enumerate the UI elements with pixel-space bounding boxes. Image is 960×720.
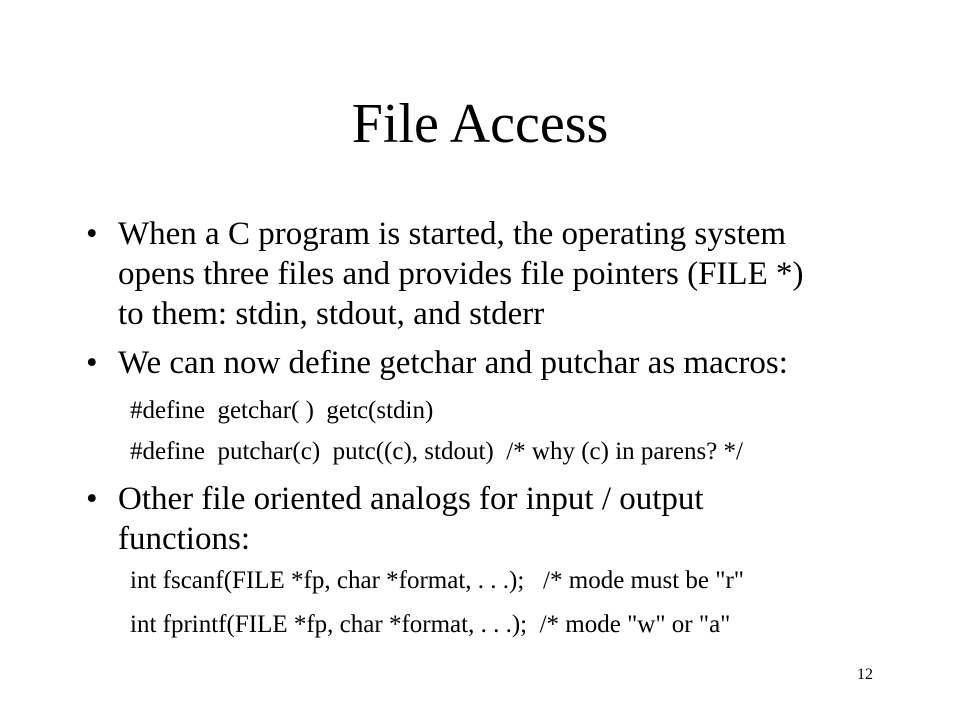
bullet-line: functions: [118, 521, 250, 557]
bullet-marker: • [86, 216, 98, 252]
code-line: #define putchar(c) putc((c), stdout) /* why (c) in parens? */ [130, 438, 743, 465]
code-line: #define getchar( ) getc(stdin) [130, 397, 434, 424]
code-line: int fscanf(FILE *fp, char *format, . . .); /* mode must be "r" [130, 567, 745, 594]
bullet-line: opens three files and provides file pointers (FILE *) [118, 256, 804, 292]
bullet-line: to them: stdin, stdout, and stderr [118, 296, 545, 332]
bullet-marker: • [86, 481, 98, 517]
bullet-line: Other file oriented analogs for input / output [118, 481, 704, 517]
bullet-text [118, 479, 918, 559]
slide-title: File Access [351, 93, 609, 155]
bullet-line: When a C program is started, the operating system [118, 216, 787, 252]
page-number: 12 [857, 666, 873, 683]
code-line: int fprintf(FILE *fp, char *format, . . .); /* mode "w" or "a" [130, 611, 731, 638]
bullet-text [118, 214, 918, 334]
bullet-marker: • [86, 345, 98, 381]
bullet-line: We can now define getchar and putchar as macros: [118, 345, 788, 381]
bullet-text [118, 343, 918, 383]
